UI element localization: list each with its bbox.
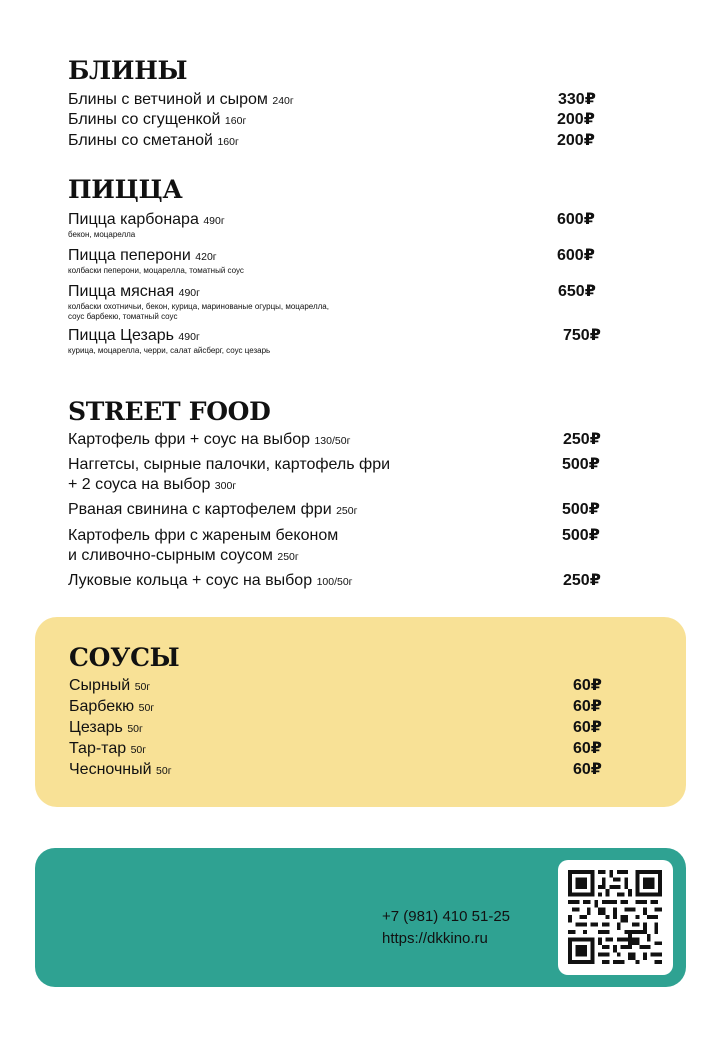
item-weight: 50г xyxy=(130,744,147,756)
item-name: Сырный xyxy=(69,677,131,694)
list-item xyxy=(68,90,608,110)
item-weight: 130/50г xyxy=(314,435,351,447)
item-description: соус барбекю, томатный соус xyxy=(68,312,178,321)
item-name: Барбекю xyxy=(69,698,135,715)
item-name: Цезарь xyxy=(69,719,123,736)
item-name: Наггетсы, сырные палочки, картофель фри xyxy=(68,456,391,473)
item-weight: 50г xyxy=(138,702,155,714)
item-name: Чесночный xyxy=(69,761,152,778)
list-item xyxy=(68,282,608,322)
item-price: 500₽ xyxy=(562,501,600,518)
item-price: 200₽ xyxy=(557,111,595,128)
item-weight: 240г xyxy=(272,95,294,107)
item-price: 650₽ xyxy=(558,283,596,300)
item-description: колбаски пеперони, моцарелла, томатный соус xyxy=(68,266,244,275)
item-price: 60₽ xyxy=(573,740,602,757)
list-item xyxy=(68,455,608,495)
item-weight: 160г xyxy=(217,136,239,148)
item-name: Блины с ветчиной и сыром xyxy=(68,91,268,108)
item-description: колбаски охотничьи, бекон, курица, маринованые огурцы, моцарелла, xyxy=(68,302,329,311)
list-item xyxy=(69,718,609,738)
website-link[interactable]: https://dkkino.ru xyxy=(382,930,488,947)
qr-code-icon xyxy=(568,870,662,964)
list-item xyxy=(68,246,608,276)
list-item xyxy=(69,676,609,696)
item-weight: 420г xyxy=(195,251,217,263)
item-price: 750₽ xyxy=(563,327,601,344)
item-price: 250₽ xyxy=(563,431,601,448)
item-name: Блины со сгущенкой xyxy=(68,111,221,128)
list-item xyxy=(68,500,608,520)
item-name: Пицца мясная xyxy=(68,283,175,300)
list-item xyxy=(68,526,608,566)
list-item xyxy=(68,326,608,356)
item-price: 500₽ xyxy=(562,456,600,473)
item-name: и сливочно-сырным соусом xyxy=(68,547,273,564)
item-weight: 300г xyxy=(214,480,237,492)
item-name: Картофель фри с жареным беконом xyxy=(68,527,339,544)
item-weight: 160г xyxy=(224,115,247,127)
sauces-panel xyxy=(35,617,686,807)
item-price: 600₽ xyxy=(557,211,595,228)
item-name: Пицца Цезарь xyxy=(68,327,174,344)
section-sauces xyxy=(69,643,609,778)
list-item xyxy=(68,210,608,240)
section-title-sauces: СОУСЫ xyxy=(69,643,180,672)
item-price: 60₽ xyxy=(573,761,602,778)
item-name: + 2 соуса на выбор xyxy=(68,476,211,493)
item-price: 250₽ xyxy=(563,572,601,589)
item-price: 60₽ xyxy=(573,698,602,715)
section-pizza xyxy=(68,175,608,355)
section-title-street-food: STREET FOOD xyxy=(68,397,271,426)
item-name: Пицца карбонара xyxy=(68,211,199,228)
item-name: Картофель фри + соус на выбор xyxy=(68,431,310,448)
qr-code-card xyxy=(558,860,673,975)
item-price: 330₽ xyxy=(558,91,596,108)
item-description: бекон, моцарелла xyxy=(68,230,136,239)
section-street-food xyxy=(68,397,608,589)
item-name: Рваная свинина с картофелем фри xyxy=(68,501,332,518)
section-bliny xyxy=(68,56,608,149)
list-item xyxy=(69,739,609,759)
item-name: Тар-тар xyxy=(69,740,127,757)
section-title-bliny: БЛИНЫ xyxy=(68,56,188,85)
item-weight: 50г xyxy=(134,681,151,693)
item-price: 200₽ xyxy=(557,132,595,149)
list-item xyxy=(69,697,609,717)
item-weight: 50г xyxy=(156,765,172,777)
item-price: 60₽ xyxy=(573,719,602,736)
phone-number[interactable]: +7 (981) 410 51-25 xyxy=(382,908,511,925)
contact-panel xyxy=(35,848,686,987)
item-name: Пицца пеперони xyxy=(68,247,191,264)
item-weight: 50г xyxy=(127,723,143,735)
item-weight: 100/50г xyxy=(316,576,353,588)
list-item xyxy=(69,760,609,780)
list-item xyxy=(68,110,608,130)
list-item xyxy=(68,571,608,591)
item-price: 500₽ xyxy=(562,527,600,544)
item-name: Блины со сметаной xyxy=(68,132,213,149)
item-name: Луковые кольца + соус на выбор xyxy=(68,572,313,589)
item-weight: 490г xyxy=(178,287,200,299)
item-description: курица, моцарелла, черри, салат айсберг, соус цезарь xyxy=(68,346,271,355)
section-title-pizza: ПИЦЦА xyxy=(68,175,183,204)
item-weight: 250г xyxy=(277,551,299,563)
item-price: 600₽ xyxy=(557,247,595,264)
item-weight: 490г xyxy=(178,331,200,343)
item-price: 60₽ xyxy=(573,677,602,694)
item-weight: 490г xyxy=(203,215,225,227)
list-item xyxy=(68,430,608,450)
item-weight: 250г xyxy=(336,505,358,517)
list-item xyxy=(68,131,608,151)
